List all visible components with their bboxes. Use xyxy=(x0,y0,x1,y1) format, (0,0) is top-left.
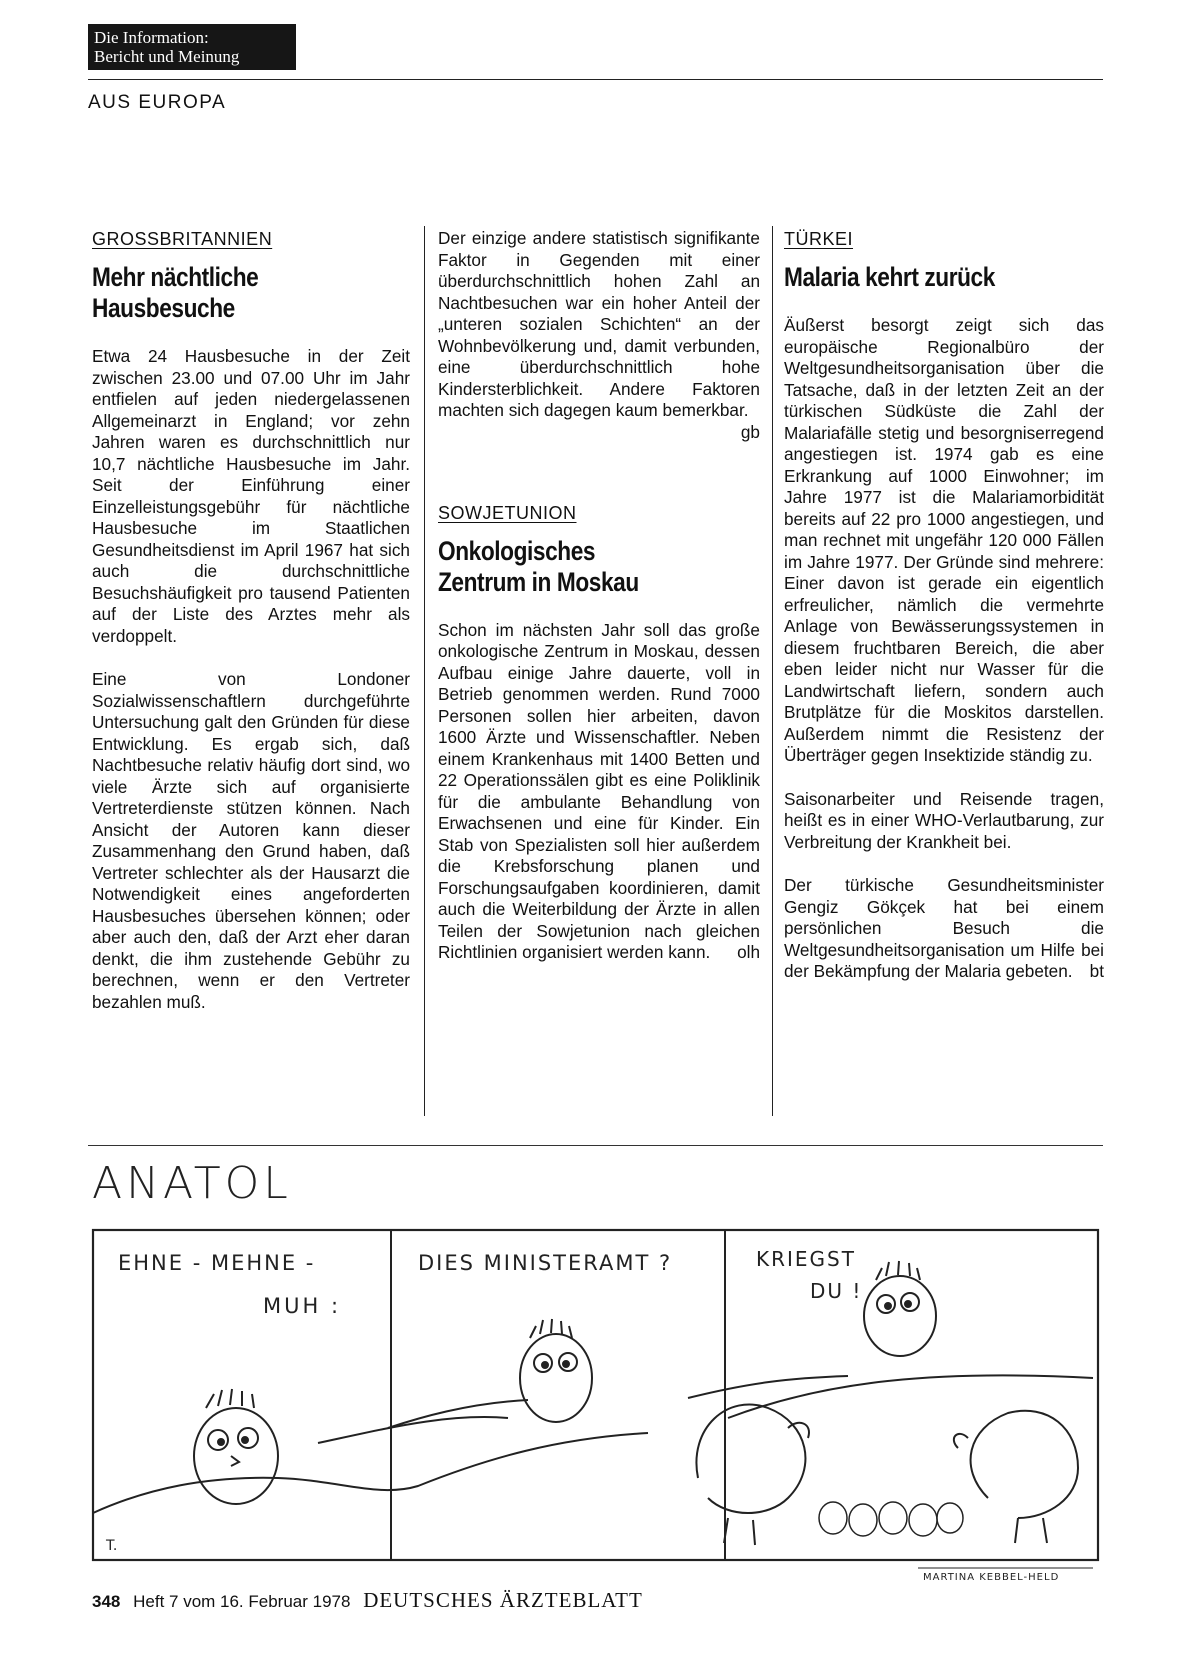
bird-anatol-icon xyxy=(864,1261,936,1356)
article-country: SOWJETUNION xyxy=(438,502,577,523)
headline-line: Hausbesuche xyxy=(92,293,235,323)
hill-line xyxy=(688,1376,848,1398)
section-label-line2: Bericht und Meinung xyxy=(94,47,240,66)
article-tuerkei xyxy=(784,228,1104,1005)
author-signature: olh xyxy=(737,942,760,962)
speech-panel3-line2: DU ! xyxy=(810,1279,863,1303)
chicks-icon xyxy=(819,1502,963,1536)
paragraph-text: Der türkische Gesundheitsminister Gengiz Gökçek hat bei einem persönlichen Besuch die Weltgesundheitsorganisation um Hilfe bei der Bekämpfung der Malaria gebeten. xyxy=(784,875,1104,981)
section-label-box xyxy=(88,24,296,70)
speech-panel2: DIES MINISTERAMT ? xyxy=(418,1251,673,1275)
article-continuation xyxy=(438,228,760,442)
section-title: AUS EUROPA xyxy=(88,92,227,113)
cartoon-divider xyxy=(88,1145,1103,1146)
article-paragraph xyxy=(784,875,1104,983)
page-footer xyxy=(92,1588,643,1613)
speech-panel1-line1: EHNE - MEHNE - xyxy=(118,1251,316,1275)
cartoon-strip xyxy=(88,1228,1103,1608)
hill-line xyxy=(93,1433,648,1513)
headline-line: Malaria kehrt zurück xyxy=(784,262,995,292)
article-paragraph: Etwa 24 Hausbesuche in der Zeit zwischen 23.00 und 07.00 Uhr im Jahr entfielen auf jeden niedergelassenen Allgemeinarzt in England; vor zehn Jahren waren es durchschnittlich nur 10,7 nächtliche Hausbesuche im Jahr. Seit der Einführung einer Einzelleistungsgebühr für nächtliche Hausbesuche im Staatlichen Gesundheitsdienst im April 1967 hat sich auch die durchschnittliche Besuchshäufigkeit pro tausend Patienten auf der Liste des Arztes mehr als verdoppelt. xyxy=(92,346,410,646)
cartoon-title: ANATOL xyxy=(92,1158,292,1209)
article-headline xyxy=(438,536,760,598)
article-paragraph: Saisonarbeiter und Reisende tragen, heißt es in einer WHO-Verlautbarung, zur Verbreitung der Krankheit bei. xyxy=(784,788,1104,852)
publication-name: DEUTSCHES ÄRZTEBLATT xyxy=(363,1588,643,1612)
artist-initials: T. xyxy=(106,1538,118,1554)
top-divider xyxy=(88,79,1103,80)
speech-panel3-line1: KRIEGST xyxy=(756,1247,856,1271)
author-signature: gb xyxy=(740,421,760,442)
rooster-right-icon xyxy=(954,1411,1078,1543)
article-column-2 xyxy=(438,228,760,986)
paragraph-text: Schon im nächsten Jahr soll das große onkologische Zentrum in Moskau, dessen Aufbau einige Jahre dauerte, voll in Betrieb genommen werden. Rund 7000 Personen sollen hier arbeiten, davon 1600 Ärzte und Wissenschaftler. Neben einem Krankenhaus mit 1400 Betten und 22 Operationssälen gibt es eine Poliklinik für die ambulante Behandlung von Erwachsenen und eine für Kinder. Ein Stab von Spezialisten soll hier außerdem die Krebsforschung planen und Forschungsaufgaben koordinieren, damit auch die Weiterbildung der Ärzte in allen Teilen der Sowjetunion nach gleichen Richtlinien organisiert werden kann. xyxy=(438,619,760,962)
article-country: GROSSBRITANNIEN xyxy=(92,229,273,249)
article-paragraph: Eine von Londoner Sozialwissenschaftlern durchgeführte Untersuchung galt den Gründen für diese Entwicklung. Es ergab sich, daß Nachtbesuche relativ häufig dort sind, wo viele Ärzte sich auf organisierte Vertreterdienste stützen können. Nach Ansicht der Autoren kann dieser Zusammenhang den Grund haben, daß Vertreter schlechter als der Hausarzt die Notwendigkeit eines angeforderten Hausbesuches übersehen können; oder aber auch den, daß der Arzt eher daran denkt, die ihm zustehende Gebühr zu berechnen, wenn er den Vertreter bezahlen muß. xyxy=(92,669,410,1012)
article-headline xyxy=(784,262,1104,293)
artist-signature: MARTINA KEBBEL-HELD xyxy=(923,1572,1060,1583)
article-paragraph: Äußerst besorgt zeigt sich das europäische Regionalbüro der Weltgesundheitsorganisation über die Tatsache, daß in der letzten Zeit an der türkischen Südküste die Zahl der Malariafälle stetig und besorgniserregend angestiegen ist. 1974 gab es eine Erkrankung auf 1000 Einwohner; im Jahre 1977 ist die Malariamorbidität bereits auf 22 pro 1000 angestiegen, und man rechnet mit ungefähr 120 000 Fällen im Jahre 1977. Der Gründe sind mehrere: Einer davon ist gerade ein eigentlich erfreulicher, nämlich die vermehrte Anlage von Bewässerungssystemen in diesem fruchtbaren Bereich, die aber eben leider nicht nur Wasser für die Landwirtschaft liefern, sondern auch Brutplätze für die Moskitos darstellen. Außerdem nimmt die Resistenz der Überträger gegen Insektizide ständig zu. xyxy=(784,315,1104,765)
article-paragraph xyxy=(438,620,760,964)
article-grossbritannien xyxy=(92,228,410,1035)
issue-info: Heft 7 vom 16. Februar 1978 xyxy=(133,1592,351,1611)
section-label-line1: Die Information: xyxy=(94,28,209,47)
continuation-text: Der einzige andere statistisch signifikante Faktor in Gegenden mit einer überdurchschnittlich hohen Zahl an Nachtbesuchen war ein hoher Anteil der „unteren sozialen Schichten“ an der Wohnbevölkerung und, damit verbunden, eine überdurchschnittlich hohe Kindersterblichkeit. Andere Faktoren machten sich dagegen kaum bemerkbar. xyxy=(438,228,760,420)
bird-anatol-icon xyxy=(194,1389,278,1504)
article-country: TÜRKEI xyxy=(784,229,854,249)
page-number: 348 xyxy=(92,1592,121,1611)
speech-panel1-line2: MUH : xyxy=(263,1294,342,1318)
headline-line: Mehr nächtliche xyxy=(92,262,259,292)
column-divider-1 xyxy=(424,226,425,1116)
author-signature: bt xyxy=(1089,961,1104,981)
article-headline xyxy=(92,262,410,324)
headline-line: Onkologisches xyxy=(438,535,596,566)
bird-anatol-icon xyxy=(520,1319,592,1422)
column-divider-2 xyxy=(772,226,773,1116)
headline-line: Zentrum in Moskau xyxy=(438,566,639,597)
cartoon-frame xyxy=(93,1230,1098,1560)
rooster-left-icon xyxy=(696,1404,809,1545)
